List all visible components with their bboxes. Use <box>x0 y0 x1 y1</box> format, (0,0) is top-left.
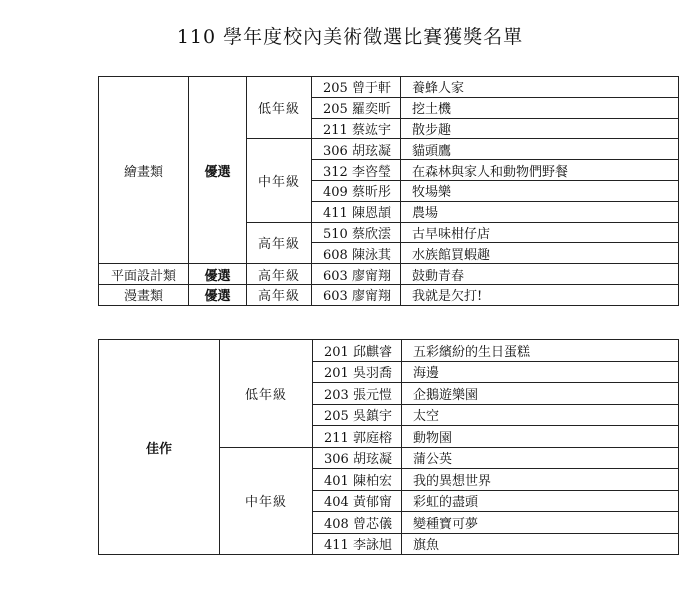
table-row <box>99 77 679 98</box>
grade-level-cell: 中年級 <box>247 139 312 222</box>
category-cell: 平面設計類 <box>99 264 189 285</box>
student-cell: 211 蔡竑宇 <box>312 118 401 139</box>
work-title-cell: 企鵝遊樂園 <box>402 383 679 405</box>
work-title-cell: 散步趣 <box>401 118 679 139</box>
work-title-cell: 養蜂人家 <box>401 77 679 98</box>
work-title-cell: 古早味柑仔店 <box>401 222 679 243</box>
student-cell: 205 吳鎮宇 <box>313 404 402 426</box>
work-title-cell: 農場 <box>401 201 679 222</box>
student-cell: 608 陳泳萁 <box>312 243 401 264</box>
work-title-cell: 旗魚 <box>402 533 679 555</box>
student-cell: 205 羅奕昕 <box>312 97 401 118</box>
work-title-cell: 我的異想世界 <box>402 469 679 491</box>
student-cell: 312 李咨瑩 <box>312 160 401 181</box>
rank-cell: 優選 <box>189 77 247 264</box>
grade-level-cell: 低年級 <box>220 340 313 448</box>
student-cell: 201 邱麒睿 <box>313 340 402 362</box>
work-title-cell: 鼓動青春 <box>401 264 679 285</box>
student-cell: 411 李詠旭 <box>313 533 402 555</box>
work-title-cell: 五彩繽紛的生日蛋糕 <box>402 340 679 362</box>
work-title-cell: 挖土機 <box>401 97 679 118</box>
rank-cell: 優選 <box>189 284 247 305</box>
honorable-mention-table <box>98 339 679 555</box>
grade-level-cell: 中年級 <box>220 447 313 555</box>
student-cell: 205 曾于軒 <box>312 77 401 98</box>
page-title: 110 學年度校內美術徵選比賽獲獎名單 <box>176 26 524 48</box>
work-title-cell: 蒲公英 <box>402 447 679 469</box>
work-title-cell: 動物園 <box>402 426 679 448</box>
student-cell: 411 陳恩頡 <box>312 201 401 222</box>
category-cell: 繪畫類 <box>99 77 189 264</box>
grade-level-cell: 高年級 <box>247 264 312 285</box>
work-title-cell: 太空 <box>402 404 679 426</box>
table-row <box>99 340 679 362</box>
work-title-cell: 海邊 <box>402 361 679 383</box>
student-cell: 306 胡玹凝 <box>312 139 401 160</box>
student-cell: 409 蔡昕彤 <box>312 180 401 201</box>
work-title-cell: 在森林與家人和動物們野餐 <box>401 160 679 181</box>
student-cell: 306 胡玹凝 <box>313 447 402 469</box>
table-row <box>99 284 679 305</box>
table-row <box>99 264 679 285</box>
student-cell: 603 廖甯翔 <box>312 284 401 305</box>
work-title-cell: 牧場樂 <box>401 180 679 201</box>
student-cell: 401 陳柏宏 <box>313 469 402 491</box>
work-title-cell: 彩虹的盡頭 <box>402 490 679 512</box>
student-cell: 404 黃郁甯 <box>313 490 402 512</box>
student-cell: 211 郭庭榕 <box>313 426 402 448</box>
rank-cell: 佳作 <box>99 340 220 555</box>
student-cell: 201 吳羽喬 <box>313 361 402 383</box>
work-title-cell: 變種寶可夢 <box>402 512 679 534</box>
grade-level-cell: 高年級 <box>247 222 312 264</box>
category-cell: 漫畫類 <box>99 284 189 305</box>
work-title-cell: 我就是欠打! <box>401 284 679 305</box>
excellent-awards-table <box>98 76 679 306</box>
student-cell: 603 廖甯翔 <box>312 264 401 285</box>
student-cell: 510 蔡欣澐 <box>312 222 401 243</box>
student-cell: 408 曾芯儀 <box>313 512 402 534</box>
grade-level-cell: 高年級 <box>247 284 312 305</box>
work-title-cell: 貓頭鷹 <box>401 139 679 160</box>
rank-cell: 優選 <box>189 264 247 285</box>
grade-level-cell: 低年級 <box>247 77 312 139</box>
student-cell: 203 張元愷 <box>313 383 402 405</box>
work-title-cell: 水族館買蝦趣 <box>401 243 679 264</box>
